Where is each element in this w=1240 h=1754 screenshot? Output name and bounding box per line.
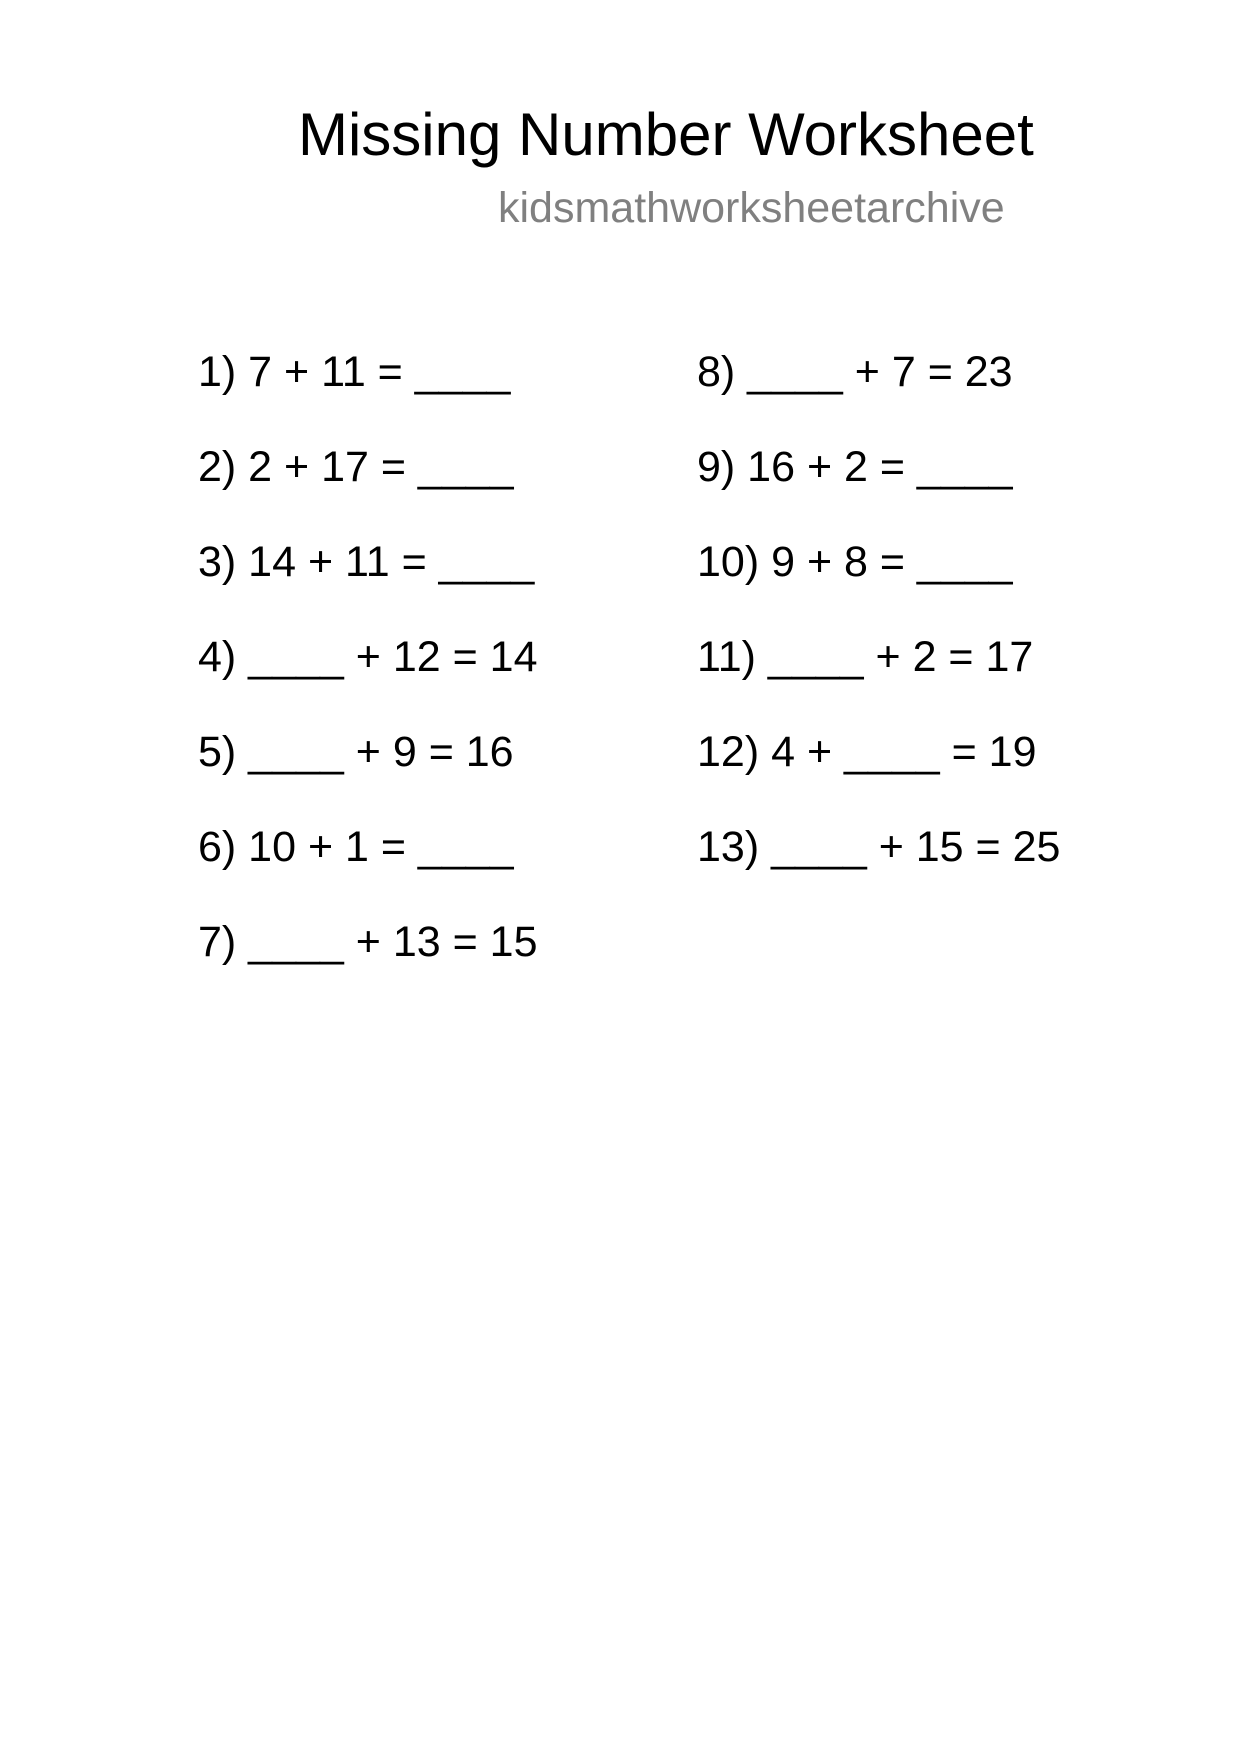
problem-9: 9) 16 + 2 = ____ xyxy=(697,443,1013,491)
problem-11: 11) ____ + 2 = 17 xyxy=(697,633,1034,681)
problem-6: 6) 10 + 1 = ____ xyxy=(198,823,514,871)
problem-4: 4) ____ + 12 = 14 xyxy=(198,633,538,681)
problem-7: 7) ____ + 13 = 15 xyxy=(198,918,538,966)
problem-2: 2) 2 + 17 = ____ xyxy=(198,443,514,491)
problem-10: 10) 9 + 8 = ____ xyxy=(697,538,1013,586)
page-title: Missing Number Worksheet xyxy=(298,101,1034,168)
problem-8: 8) ____ + 7 = 23 xyxy=(697,348,1013,396)
problem-1: 1) 7 + 11 = ____ xyxy=(198,348,511,396)
problems-column-left xyxy=(198,347,718,1012)
problems-column-right xyxy=(697,347,1217,917)
problem-3: 3) 14 + 11 = ____ xyxy=(198,538,535,586)
problem-13: 13) ____ + 15 = 25 xyxy=(697,823,1061,871)
site-name: kidsmathworksheetarchive xyxy=(498,184,1005,232)
problem-5: 5) ____ + 9 = 16 xyxy=(198,728,514,776)
problem-12: 12) 4 + ____ = 19 xyxy=(697,728,1037,776)
